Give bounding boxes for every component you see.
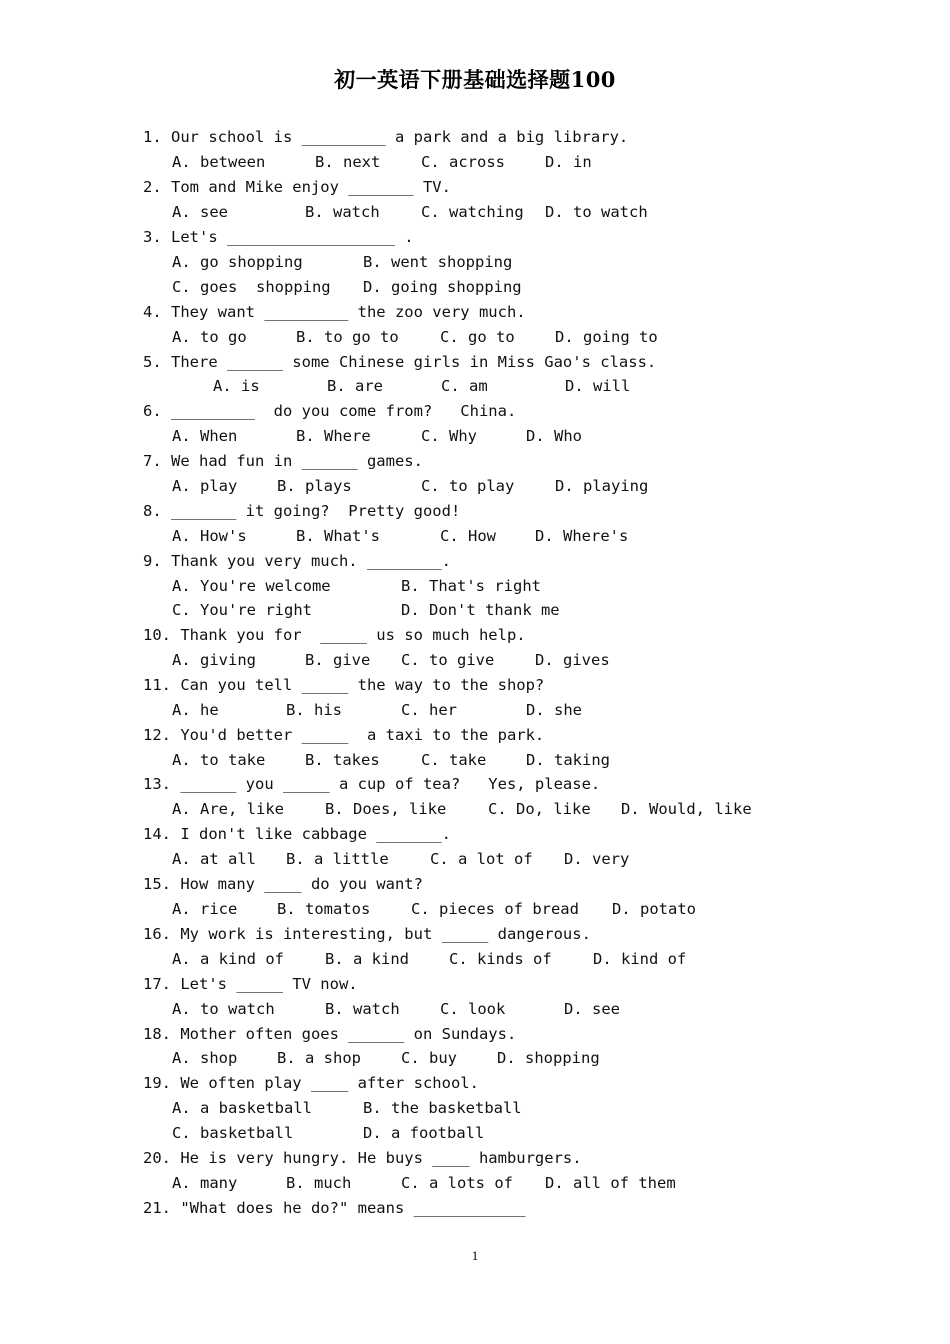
- answer-option: D. Who: [526, 427, 582, 445]
- answer-option: A. between: [172, 153, 266, 171]
- answer-option: C. to give: [401, 651, 495, 669]
- answer-option: B. to go to: [296, 328, 399, 346]
- question-stem: 4. They want _________ the zoo very much.: [143, 303, 526, 321]
- answer-option: D. will: [565, 377, 631, 395]
- answer-option: B. his: [286, 701, 342, 719]
- question-stem: 17. Let's _____ TV now.: [143, 975, 358, 993]
- answer-option: B. plays: [277, 477, 352, 495]
- question-stem: 9. Thank you very much. ________.: [143, 552, 451, 570]
- answer-option: D. Don't thank me: [401, 601, 560, 619]
- answer-option: C. How: [440, 527, 496, 545]
- answer-option: D. shopping: [497, 1049, 600, 1067]
- answer-option: C. basketball: [172, 1124, 294, 1142]
- answer-option: B. a shop: [277, 1049, 361, 1067]
- question-stem: 14. I don't like cabbage _______.: [143, 825, 451, 843]
- answer-option: A. to watch: [172, 1000, 275, 1018]
- answer-option: D. see: [564, 1000, 620, 1018]
- question-stem: 7. We had fun in ______ games.: [143, 452, 423, 470]
- answer-option: C. You're right: [172, 601, 312, 619]
- answer-option: A. go shopping: [172, 253, 303, 271]
- answer-option: C. across: [421, 153, 505, 171]
- answer-option: C. watching: [421, 203, 524, 221]
- page-number: 1: [471, 1248, 479, 1263]
- answer-option: B. the basketball: [363, 1099, 522, 1117]
- answer-option: B. next: [315, 153, 381, 171]
- answer-option: A. a basketball: [172, 1099, 312, 1117]
- page-title: 初一英语下册基础选择题100: [334, 67, 616, 92]
- answer-option: D. kind of: [593, 950, 687, 968]
- answer-option: A. to go: [172, 328, 247, 346]
- answer-option: C. Do, like: [488, 800, 591, 818]
- question-stem: 19. We often play ____ after school.: [143, 1074, 479, 1092]
- answer-option: A. shop: [172, 1049, 238, 1067]
- answer-option: D. to watch: [545, 203, 648, 221]
- answer-option: B. That's right: [401, 577, 541, 595]
- answer-option: C. am: [441, 377, 488, 395]
- question-stem: 3. Let's __________________ .: [143, 228, 414, 246]
- answer-option: B. much: [286, 1174, 352, 1192]
- answer-option: B. give: [305, 651, 371, 669]
- answer-option: D. a football: [363, 1124, 485, 1142]
- answer-option: C. take: [421, 751, 487, 769]
- question-stem: 2. Tom and Mike enjoy _______ TV.: [143, 178, 451, 196]
- answer-option: C. look: [440, 1000, 506, 1018]
- answer-option: D. in: [545, 153, 592, 171]
- answer-option: C. Why: [421, 427, 477, 445]
- answer-option: B. watch: [305, 203, 380, 221]
- answer-option: A. many: [172, 1174, 238, 1192]
- answer-option: B. went shopping: [363, 253, 513, 271]
- answer-option: D. playing: [555, 477, 649, 495]
- answer-option: B. What's: [296, 527, 380, 545]
- answer-option: B. a kind: [325, 950, 409, 968]
- question-stem: 15. How many ____ do you want?: [143, 875, 423, 893]
- answer-option: A. a kind of: [172, 950, 284, 968]
- answer-option: A. rice: [172, 900, 238, 918]
- question-stem: 8. _______ it going? Pretty good!: [143, 502, 461, 520]
- answer-option: D. Would, like: [621, 800, 752, 818]
- question-stem: 1. Our school is _________ a park and a big library.: [143, 128, 629, 146]
- answer-option: D. Where's: [535, 527, 629, 545]
- answer-option: C. kinds of: [449, 950, 552, 968]
- answer-option: D. very: [564, 850, 630, 868]
- answer-option: C. a lots of: [401, 1174, 513, 1192]
- answer-option: C. buy: [401, 1049, 457, 1067]
- answer-option: A. You're welcome: [172, 577, 331, 595]
- question-stem: 6. _________ do you come from? China.: [143, 402, 517, 420]
- answer-option: B. are: [327, 377, 383, 395]
- answer-option: A. When: [172, 427, 238, 445]
- answer-option: A. Are, like: [172, 800, 284, 818]
- answer-option: A. he: [172, 701, 219, 719]
- answer-option: B. Does, like: [325, 800, 447, 818]
- answer-option: C. a lot of: [430, 850, 533, 868]
- answer-option: B. a little: [286, 850, 389, 868]
- answer-option: B. watch: [325, 1000, 400, 1018]
- answer-option: D. going to: [555, 328, 658, 346]
- question-stem: 21. "What does he do?" means ____________: [143, 1199, 526, 1217]
- answer-option: A. giving: [172, 651, 256, 669]
- question-stem: 5. There ______ some Chinese girls in Miss Gao's class.: [143, 353, 657, 371]
- question-stem: 13. ______ you _____ a cup of tea? Yes, please.: [143, 775, 601, 793]
- answer-option: D. gives: [535, 651, 610, 669]
- answer-option: A. see: [172, 203, 228, 221]
- answer-option: C. pieces of bread: [411, 900, 579, 918]
- question-stem: 16. My work is interesting, but _____ dangerous.: [143, 925, 591, 943]
- answer-option: D. taking: [526, 751, 610, 769]
- answer-option: D. she: [526, 701, 582, 719]
- answer-option: C. her: [401, 701, 457, 719]
- answer-option: A. play: [172, 477, 238, 495]
- question-stem: 20. He is very hungry. He buys ____ hamburgers.: [143, 1149, 582, 1167]
- answer-option: A. at all: [172, 850, 256, 868]
- answer-option: A. How's: [172, 527, 247, 545]
- answer-option: C. to play: [421, 477, 515, 495]
- answer-option: A. to take: [172, 751, 266, 769]
- answer-option: B. Where: [296, 427, 371, 445]
- answer-option: C. go to: [440, 328, 515, 346]
- answer-option: C. goes shopping: [172, 278, 331, 296]
- question-stem: 11. Can you tell _____ the way to the shop?: [143, 676, 545, 694]
- question-stem: 10. Thank you for _____ us so much help.: [143, 626, 526, 644]
- answer-option: A. is: [213, 377, 260, 395]
- question-stem: 12. You'd better _____ a taxi to the park.: [143, 726, 545, 744]
- answer-option: B. tomatos: [277, 900, 371, 918]
- answer-option: D. going shopping: [363, 278, 522, 296]
- answer-option: D. potato: [612, 900, 696, 918]
- answer-option: B. takes: [305, 751, 380, 769]
- question-stem: 18. Mother often goes ______ on Sundays.: [143, 1025, 517, 1043]
- answer-option: D. all of them: [545, 1174, 676, 1192]
